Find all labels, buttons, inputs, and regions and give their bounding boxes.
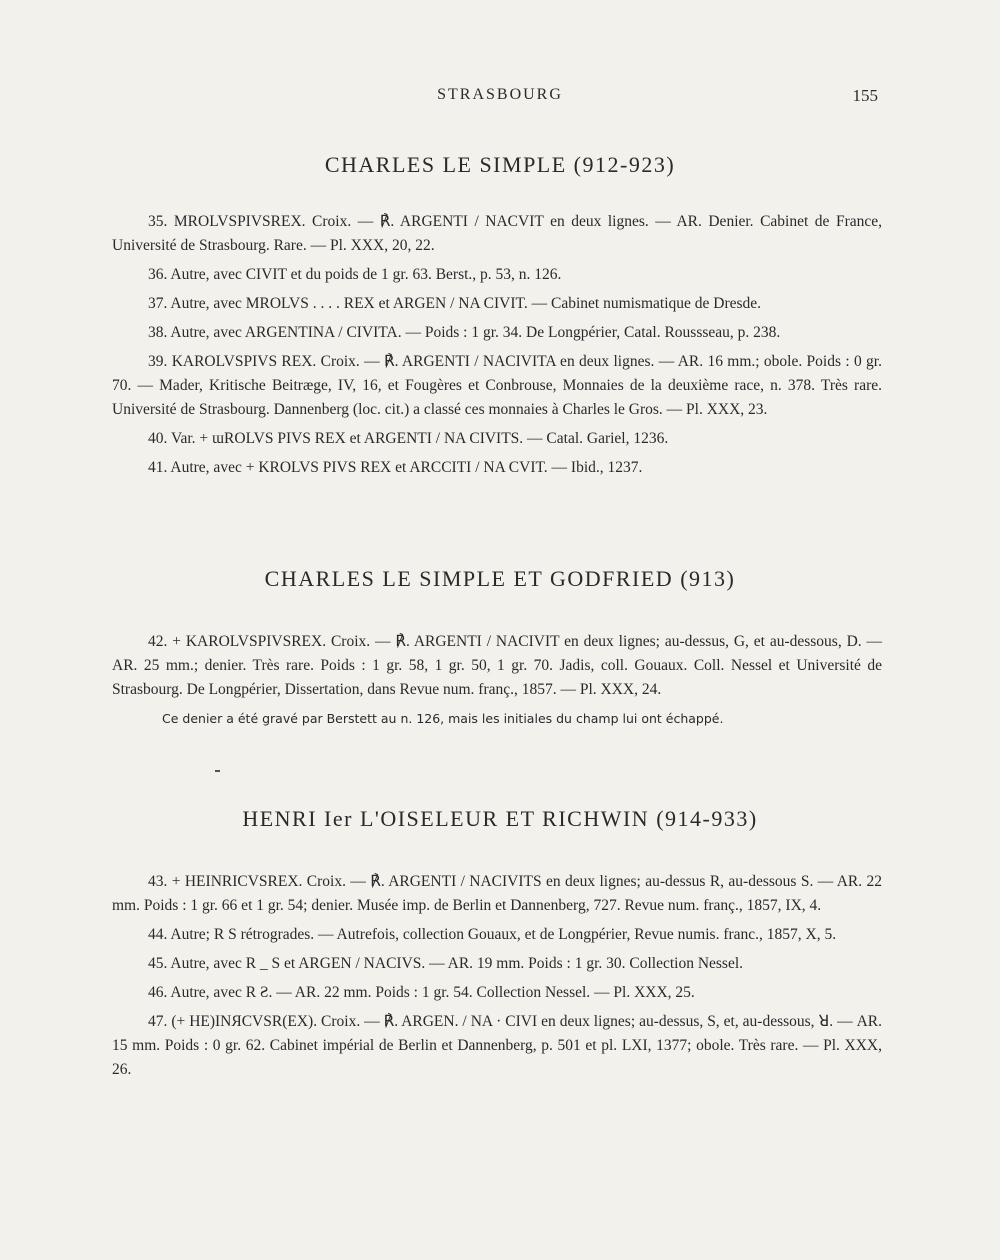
section-title-charles-le-simple: CHARLES LE SIMPLE (912-923) <box>324 152 676 177</box>
section-entries-charles-et-godfried <box>112 630 882 736</box>
entry-42: 42. + KAROLVSPIVSREX. Croix. — ℟. ARGENTI / NACIVIT en deux lignes; au-dessus, G, et au-dessous, D. — AR. 25 mm.; denier. Très rare. Poids : 1 gr. 58, 1 gr. 50, 1 gr. 70. Jadis, coll. Gouaux. Coll. Nessel et Université de Strasbourg. De Longpérier, Dissertation, dans Revue num. franç., 1857. — Pl. XXX, 24. <box>112 633 882 698</box>
entry-35: 35. MROLVSPIVSREX. Croix. — ℟. ARGENTI / NACVIT en deux lignes. — AR. Denier. Cabinet de France, Université de Strasbourg. Rare. — Pl. XXX, 20, 22. <box>112 213 882 254</box>
footnote: Ce denier a été gravé par Berstett au n. 126, mais les initiales du champ lui ont échappé. <box>162 711 724 726</box>
entry-41: 41. Autre, avec + KROLVS PIVS REX et ARCCITI / NA CVIT. — Ibid., 1237. <box>148 459 643 476</box>
running-title: STRASBOURG <box>437 86 563 103</box>
entry-45: 45. Autre, avec R _ S et ARGEN / NACIVS. — AR. 19 mm. Poids : 1 gr. 30. Collection Nessel. <box>148 955 744 972</box>
section-entries-henri-oiseleur <box>112 870 882 1087</box>
entry-40: 40. Var. + ɯROLVS PIVS REX et ARGENTI / NA CIVITS. — Catal. Gariel, 1236. <box>148 430 669 447</box>
entry-36: 36. Autre, avec CIVIT et du poids de 1 gr. 63. Berst., p. 53, n. 126. <box>148 266 562 283</box>
entry-37: 37. Autre, avec MROLVS . . . . REX et ARGEN / NA CIVIT. — Cabinet numismatique de Dresde. <box>148 295 762 312</box>
entry-44: 44. Autre; R S rétrogrades. — Autrefois, collection Gouaux, et de Longpérier, Revue numis. franc., 1857, X, 5. <box>148 926 837 943</box>
page-number: 155 <box>852 86 878 105</box>
entry-43: 43. + HEINRICVSREX. Croix. — ℟. ARGENTI / NACIVITS en deux lignes; au-dessus R, au-dessous S. — AR. 22 mm. Poids : 1 gr. 66 et 1 gr. 54; denier. Musée imp. de Berlin et Dannenberg, 727. Revue num. franç., 1857, IX, 4. <box>112 873 882 914</box>
section-entries-charles-le-simple <box>112 210 882 485</box>
entry-38: 38. Autre, avec ARGENTINA / CIVITA. — Poids : 1 gr. 34. De Longpérier, Catal. Roussseau, p. 238. <box>148 324 781 341</box>
section-title-charles-et-godfried: CHARLES LE SIMPLE ET GODFRIED (913) <box>264 566 736 591</box>
entry-46: 46. Autre, avec R Ƨ. — AR. 22 mm. Poids : 1 gr. 54. Collection Nessel. — Pl. XXX, 25. <box>148 984 695 1001</box>
section-title-henri-oiseleur: HENRI Ier L'OISELEUR ET RICHWIN (914-933) <box>242 806 758 831</box>
entry-39: 39. KAROLVSPIVS REX. Croix. — ℟. ARGENTI / NACIVITA en deux lignes. — AR. 16 mm.; obole. Poids : 0 gr. 70. — Mader, Kritische Beitræge, IV, 16, et Fougères et Conbrouse, Monnaies de la deuxième race, n. 378. Très rare. Université de Strasbourg. Dannenberg (loc. cit.) a classé ces monnaies à Charles le Gros. — Pl. XXX, 23. <box>112 353 882 418</box>
ink-speck <box>215 770 220 772</box>
running-head <box>0 86 1000 106</box>
entry-47: 47. (+ HE)INЯCVSR(EX). Croix. — ℟. ARGEN. / NA · CIVI en deux lignes; au-dessus, S, et, au-dessous, ꓤ. — AR. 15 mm. Poids : 0 gr. 62. Cabinet impérial de Berlin et Dannenberg, p. 501 et pl. LXI, 1377; obole. Très rare. — Pl. XXX, 26. <box>112 1013 882 1078</box>
